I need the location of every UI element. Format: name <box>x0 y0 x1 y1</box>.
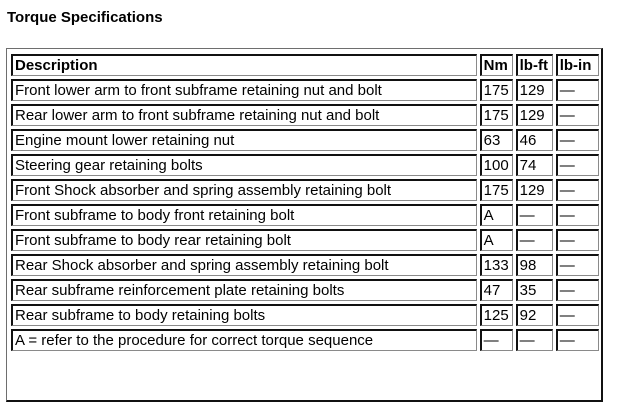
table-row <box>11 154 599 176</box>
cell-lb-ft: 98 <box>516 254 553 276</box>
cell-lb-in: — <box>556 79 599 101</box>
cell-description: Rear lower arm to front subframe retaining nut and bolt <box>11 104 477 126</box>
cell-nm: 133 <box>480 254 513 276</box>
cell-nm: 125 <box>480 304 513 326</box>
cell-description: Front Shock absorber and spring assembly retaining bolt <box>11 179 477 201</box>
cell-lb-ft: — <box>516 204 553 226</box>
cell-lb-ft: 46 <box>516 129 553 151</box>
cell-lb-ft: 129 <box>516 179 553 201</box>
cell-lb-ft: 129 <box>516 104 553 126</box>
cell-description: Rear Shock absorber and spring assembly retaining bolt <box>11 254 477 276</box>
cell-lb-in: — <box>556 304 599 326</box>
cell-nm: 175 <box>480 79 513 101</box>
cell-lb-in: — <box>556 104 599 126</box>
header-lb-ft: lb-ft <box>516 54 553 76</box>
table-row-footnote <box>11 329 599 351</box>
cell-lb-ft: 129 <box>516 79 553 101</box>
header-description: Description <box>11 54 477 76</box>
cell-lb-ft: 35 <box>516 279 553 301</box>
table-row <box>11 104 599 126</box>
cell-lb-in: — <box>556 279 599 301</box>
table-row <box>11 304 599 326</box>
cell-lb-ft: — <box>516 329 553 351</box>
cell-lb-in: — <box>556 229 599 251</box>
table-row <box>11 229 599 251</box>
table-row <box>11 129 599 151</box>
cell-nm: — <box>480 329 513 351</box>
cell-nm: 175 <box>480 104 513 126</box>
cell-description: Engine mount lower retaining nut <box>11 129 477 151</box>
table-header-row <box>11 54 599 76</box>
cell-nm: 175 <box>480 179 513 201</box>
cell-description: Front subframe to body rear retaining bolt <box>11 229 477 251</box>
cell-description: Front lower arm to front subframe retaining nut and bolt <box>11 79 477 101</box>
cell-lb-in: — <box>556 254 599 276</box>
cell-description: Front subframe to body front retaining bolt <box>11 204 477 226</box>
table-row <box>11 254 599 276</box>
cell-lb-in: — <box>556 204 599 226</box>
cell-lb-ft: 74 <box>516 154 553 176</box>
cell-nm: A <box>480 204 513 226</box>
cell-nm: 47 <box>480 279 513 301</box>
cell-lb-in: — <box>556 329 599 351</box>
cell-description: Steering gear retaining bolts <box>11 154 477 176</box>
torque-spec-table <box>8 51 602 354</box>
table-row <box>11 279 599 301</box>
cell-lb-ft: — <box>516 229 553 251</box>
cell-nm: 63 <box>480 129 513 151</box>
cell-lb-in: — <box>556 179 599 201</box>
cell-description: Rear subframe reinforcement plate retaining bolts <box>11 279 477 301</box>
table-row <box>11 179 599 201</box>
header-nm: Nm <box>480 54 513 76</box>
cell-lb-in: — <box>556 154 599 176</box>
table-row <box>11 204 599 226</box>
page-title: Torque Specifications <box>7 9 163 26</box>
cell-nm: A <box>480 229 513 251</box>
cell-lb-in: — <box>556 129 599 151</box>
header-lb-in: lb-in <box>556 54 599 76</box>
table-row <box>11 79 599 101</box>
cell-description: A = refer to the procedure for correct torque sequence <box>11 329 477 351</box>
cell-lb-ft: 92 <box>516 304 553 326</box>
cell-nm: 100 <box>480 154 513 176</box>
cell-description: Rear subframe to body retaining bolts <box>11 304 477 326</box>
